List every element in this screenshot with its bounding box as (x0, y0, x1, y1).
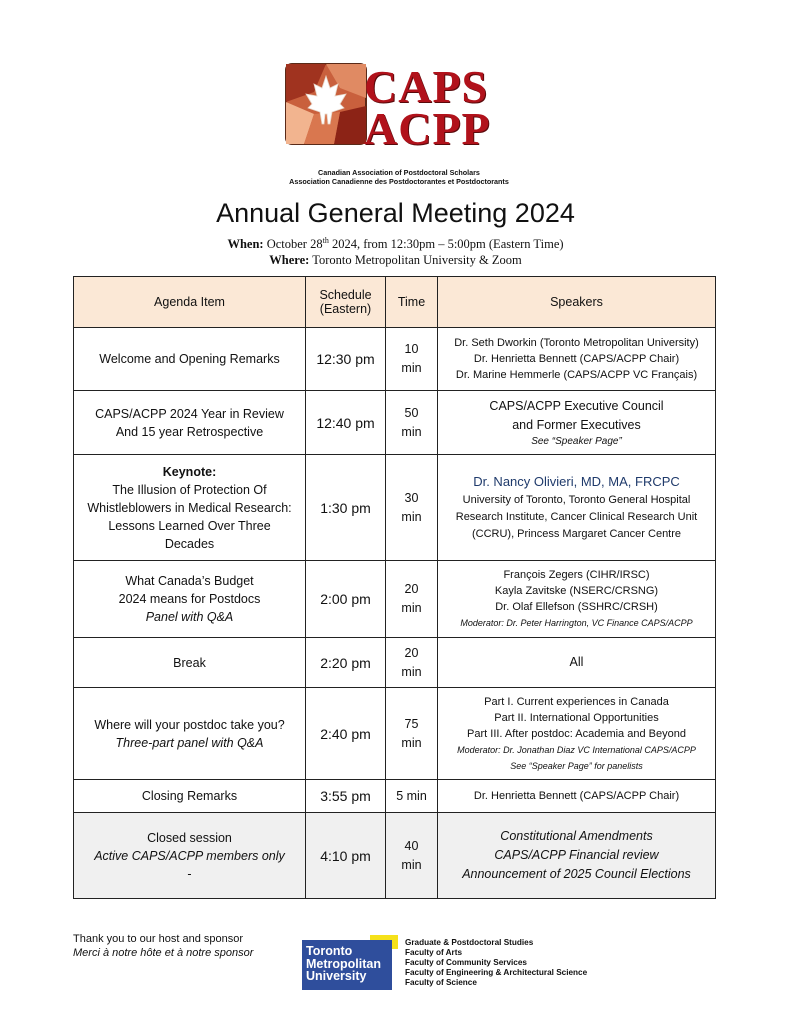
header-schedule (306, 277, 386, 328)
time-cell: 5 min (386, 780, 438, 813)
agenda-item-cell: Break (74, 638, 306, 688)
speaker-line: Announcement of 2025 Council Elections (462, 867, 691, 881)
speaker-line: Research Institute, Cancer Clinical Research Unit (455, 511, 698, 523)
time-value: 20 (404, 582, 419, 596)
moderator-line: Moderator: Dr. Jonathan Diaz VC International CAPS/ACPP (457, 744, 696, 755)
agenda-item-text: CAPS/ACPP 2024 Year in Review (95, 406, 284, 421)
time-value: 50 (404, 405, 419, 420)
where-line (0, 253, 791, 268)
speaker-line: François Zegers (CIHR/IRSC) (503, 569, 650, 581)
speaker-line: Dr. Seth Dworkin (Toronto Metropolitan University) (454, 337, 699, 349)
schedule-cell: 2:40 pm (306, 688, 386, 780)
speaker-line: Dr. Henrietta Bennett (CAPS/ACPP Chair) (473, 353, 680, 365)
time-unit: min (401, 735, 422, 750)
speaker-line: CAPS/ACPP Executive Council (489, 399, 664, 413)
table-row (74, 561, 716, 638)
speaker-line: University of Toronto, Toronto General Hospital (462, 494, 691, 506)
agenda-item-cell (74, 328, 306, 391)
time-unit: min (401, 361, 422, 375)
table-row (74, 780, 716, 813)
header-agenda-item: Agenda Item (74, 277, 306, 328)
when-time: 2024, from 12:30pm – 5:00pm (Eastern Time) (328, 237, 564, 252)
speaker-line: Part I. Current experiences in Canada (484, 695, 669, 708)
faculty-item: Faculty of Engineering & Architectural Science (405, 968, 588, 977)
speaker-line: Dr. Marine Hemmerle (CAPS/ACPP VC Français) (455, 369, 698, 381)
tmu-logo-line: Metropolitan (306, 956, 381, 971)
agenda-item-text: And 15 year Retrospective (115, 424, 264, 439)
table-row (74, 455, 716, 561)
time-unit: min (401, 509, 422, 524)
agenda-item-text: Closed session (147, 830, 232, 845)
thanks-en: Thank you to our host and sponsor (73, 933, 243, 945)
speakers-cell (438, 328, 716, 391)
schedule-cell: 12:40 pm (306, 391, 386, 455)
time-cell (386, 688, 438, 780)
logo-acpp-text: ACPP (364, 103, 491, 154)
time-cell (386, 638, 438, 688)
speakers-cell (438, 813, 716, 899)
agenda-item-text: Decades (164, 536, 215, 551)
when-line (0, 236, 791, 252)
schedule-cell: 3:55 pm (306, 780, 386, 813)
agenda-item-cell (74, 688, 306, 780)
maple-leaf-icon (284, 62, 368, 146)
logo-subtitle-en: Canadian Association of Postdoctoral Scholars (318, 168, 480, 177)
tmu-logo-line: University (306, 969, 367, 983)
agenda-item-text: 2024 means for Postdocs (118, 592, 261, 606)
time-unit: min (401, 857, 422, 872)
speaker-line: CAPS/ACPP Financial review (494, 848, 659, 862)
faculty-item: Faculty of Science (405, 978, 477, 987)
agenda-item-dash: - (187, 866, 192, 881)
table-row (74, 813, 716, 899)
speaker-line: (CCRU), Princess Margaret Cancer Centre (471, 528, 682, 540)
faculty-item: Graduate & Postdoctoral Studies (405, 938, 534, 947)
agenda-item-subtitle: Three-part panel with Q&A (115, 735, 264, 750)
time-cell (386, 391, 438, 455)
agenda-table (73, 276, 716, 899)
when-date: October 28 (266, 237, 323, 252)
agenda-item-cell (74, 561, 306, 638)
agenda-item-cell (74, 813, 306, 899)
time-unit: min (401, 601, 422, 615)
sponsor-thanks (73, 932, 253, 960)
faculty-list (405, 938, 587, 988)
schedule-cell: 4:10 pm (306, 813, 386, 899)
time-unit: min (401, 424, 422, 439)
time-cell (386, 561, 438, 638)
table-row (74, 328, 716, 391)
table-row (74, 688, 716, 780)
agenda-item-text: Lessons Learned Over Three (108, 518, 271, 533)
schedule-cell: 2:20 pm (306, 638, 386, 688)
agenda-item-text: The Illusion of Protection Of (112, 482, 267, 497)
speakers-cell: Dr. Henrietta Bennett (CAPS/ACPP Chair) (438, 780, 716, 813)
speaker-line: Part III. After postdoc: Academia and Beyond (467, 727, 686, 740)
faculty-item: Faculty of Community Services (405, 958, 527, 967)
speaker-line: and Former Executives (512, 418, 641, 432)
time-value: 75 (404, 716, 419, 731)
faculty-item: Faculty of Arts (405, 948, 463, 957)
speakers-cell (438, 455, 716, 561)
page-title: Annual General Meeting 2024 (216, 198, 575, 228)
agenda-item-text: Where will your postdoc take you? (94, 717, 285, 732)
agenda-item-subtitle: Active CAPS/ACPP members only (94, 848, 285, 863)
when-date-suffix: th (322, 236, 329, 245)
header-time: Time (386, 277, 438, 328)
time-cell (386, 455, 438, 561)
table-row (74, 391, 716, 455)
logo-subtitle-fr: Association Canadienne des Postdoctorantes et Postdoctorants (289, 177, 509, 186)
time-cell (386, 328, 438, 391)
agenda-item-cell: Closing Remarks (74, 780, 306, 813)
header-schedule-line2: (Eastern) (319, 302, 372, 316)
speakers-cell: All (438, 638, 716, 688)
speaker-note: See “Speaker Page” (531, 436, 622, 447)
agenda-item-cell (74, 391, 306, 455)
schedule-cell: 2:00 pm (306, 561, 386, 638)
speaker-line: Part II. International Opportunities (494, 711, 659, 724)
speakers-cell (438, 561, 716, 638)
logo-caps-text: CAPS (364, 61, 489, 112)
keynote-speaker-name: Dr. Nancy Olivieri, MD, MA, FRCPC (473, 474, 680, 489)
agenda-item-subtitle: Panel with Q&A (145, 610, 234, 624)
schedule-cell: 12:30 pm (306, 328, 386, 391)
agenda-item-text: What Canada’s Budget (125, 574, 254, 588)
time-cell (386, 813, 438, 899)
time-value: 20 (404, 645, 419, 660)
time-value: 40 (404, 838, 419, 853)
caps-acpp-logo (284, 62, 514, 188)
time-value: 10 (404, 342, 419, 356)
table-row (74, 638, 716, 688)
agenda-header-row (74, 277, 716, 328)
time-unit: min (401, 664, 422, 679)
agenda-item-cell (74, 455, 306, 561)
header-speakers: Speakers (438, 277, 716, 328)
speakers-cell (438, 391, 716, 455)
schedule-cell: 1:30 pm (306, 455, 386, 561)
speaker-line: Constitutional Amendments (500, 829, 653, 843)
agenda-item-text: Welcome and Opening Remarks (99, 352, 280, 366)
moderator-note: See “Speaker Page” for panelists (510, 760, 643, 771)
speaker-line: Kayla Zavitske (NSERC/CRSNG) (494, 585, 659, 597)
speakers-cell (438, 688, 716, 780)
tmu-logo (302, 940, 392, 990)
tmu-logo-line: Toronto (306, 944, 353, 958)
where-location: Toronto Metropolitan University & Zoom (312, 253, 522, 267)
speaker-line: Dr. Olaf Ellefson (SSHRC/CRSH) (495, 601, 658, 613)
keynote-label: Keynote: (162, 464, 217, 479)
when-label: When: (227, 237, 264, 252)
time-value: 30 (404, 490, 419, 505)
header-schedule-line1: Schedule (319, 288, 372, 302)
moderator-line: Moderator: Dr. Peter Harrington, VC Finance CAPS/ACPP (460, 618, 693, 628)
where-label: Where: (269, 253, 310, 267)
agenda-item-text: Whistleblowers in Medical Research: (87, 500, 292, 515)
thanks-fr: Merci à notre hôte et à notre sponsor (73, 947, 254, 959)
